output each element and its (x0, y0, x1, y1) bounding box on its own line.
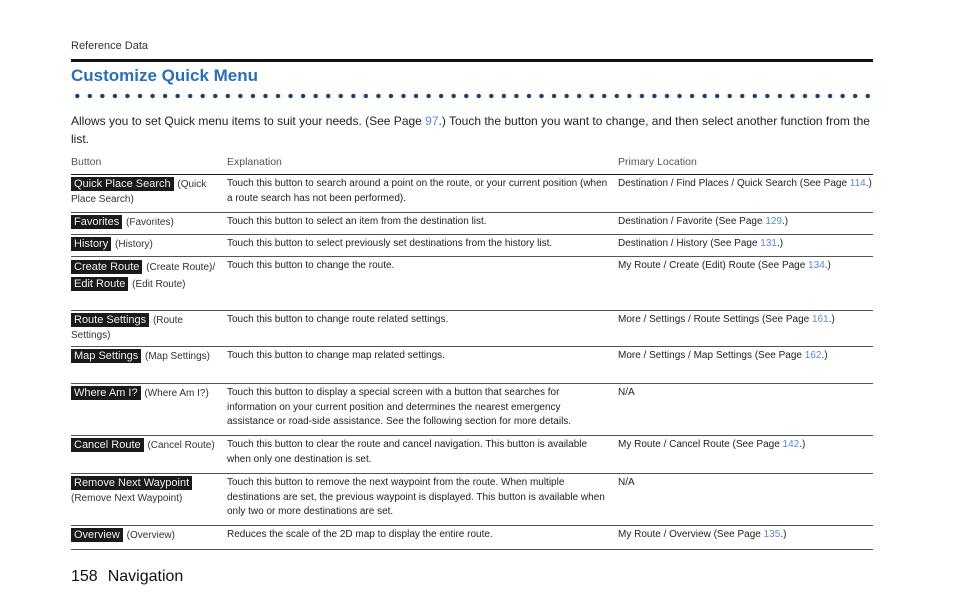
edit-route-button[interactable]: Edit Route (71, 277, 128, 291)
location-suffix: .) (821, 350, 828, 361)
map-settings-button[interactable]: Map Settings (71, 349, 141, 363)
button-cell (71, 311, 227, 346)
location-cell (618, 311, 873, 346)
table-row (71, 474, 873, 526)
location-page-link[interactable]: 161 (812, 314, 829, 325)
location-page-link[interactable]: 162 (804, 350, 822, 361)
location-text: More / Settings / Map Settings (See Page (618, 350, 805, 361)
create-route-button[interactable]: Create Route (71, 260, 142, 274)
page-footer (71, 568, 183, 586)
location-text: My Route / Create (Edit) Route (See Page (618, 260, 809, 271)
overview-button[interactable]: Overview (71, 528, 123, 542)
explanation-cell: Reduces the scale of the 2D map to display the entire route. (227, 529, 493, 540)
favorites-button[interactable]: Favorites (71, 215, 122, 229)
location-cell (618, 213, 873, 234)
location-cell (618, 347, 873, 383)
button-label: (Favorites) (126, 217, 174, 228)
location-page-link[interactable]: 131 (760, 238, 777, 249)
location-page-link[interactable]: 135 (763, 529, 781, 540)
history-button[interactable]: History (71, 237, 111, 251)
location-text: Destination / History (See Page (618, 238, 761, 249)
location-suffix: .) (828, 314, 835, 325)
where-am-i-button[interactable]: Where Am I? (71, 386, 141, 400)
location-cell: N/A (618, 477, 635, 488)
button-cell (71, 474, 227, 525)
button-label: (Where Am I?) (144, 388, 209, 399)
explanation-cell: Touch this button to search around a point on the route, or your current position (when a route search has not been performed). (227, 178, 608, 204)
table-row (71, 175, 873, 213)
button-cell (71, 384, 227, 435)
location-cell (618, 175, 873, 212)
button-cell (71, 526, 227, 549)
button-cell (71, 175, 227, 212)
explanation-cell: Touch this button to remove the next waypoint from the route. When multiple destinations are set, the previous waypoint is displayed. This button is available when only two or more destinations are set. (227, 477, 605, 517)
footer-section: Navigation (107, 568, 184, 585)
location-page-link[interactable]: 134 (808, 260, 825, 271)
explanation-cell: Touch this button to select previously set destinations from the history list. (227, 238, 553, 249)
button-label: (Quick Place Search) (71, 179, 207, 205)
header-rule (71, 59, 873, 62)
explanation-cell: Touch this button to change the route. (227, 260, 395, 271)
button-cell (71, 347, 227, 383)
location-suffix: .) (799, 439, 806, 450)
page-number: 158 (71, 568, 98, 585)
location-suffix: .) (865, 178, 872, 189)
button-label: (Cancel Route) (147, 440, 215, 451)
location-text: More / Settings / Route Settings (See Page (618, 314, 812, 325)
route-settings-button[interactable]: Route Settings (71, 313, 149, 327)
header-primary-location: Primary Location (618, 156, 697, 168)
intro-text-before: Allows you to set Quick menu items to suit your needs. (See Page (71, 114, 426, 128)
intro-page-link[interactable]: 97 (425, 114, 439, 128)
table-header (71, 155, 873, 175)
quick-menu-table (71, 155, 873, 550)
button-label: (Overview) (126, 530, 175, 541)
running-header: Reference Data (71, 40, 149, 52)
button-cell (71, 257, 227, 310)
quick-place-search-button[interactable]: Quick Place Search (71, 177, 174, 191)
explanation-cell: Touch this button to display a special screen with a button that searches for information on your current position and determines the nearest emergency assistance or road-side assistance. See the following section for more details. (227, 387, 572, 427)
table-row (71, 311, 873, 347)
remove-next-waypoint-button[interactable]: Remove Next Waypoint (71, 476, 192, 490)
location-cell (618, 235, 873, 256)
location-text: Destination / Find Places / Quick Search (See Page (618, 178, 850, 189)
location-cell: N/A (618, 387, 635, 398)
explanation-cell: Touch this button to change route related settings. (227, 314, 449, 325)
table-row (71, 384, 873, 436)
button-cell (71, 235, 227, 256)
location-text: My Route / Cancel Route (See Page (618, 439, 783, 450)
explanation-cell: Touch this button to select an item from the destination list. (227, 216, 487, 227)
cancel-route-button[interactable]: Cancel Route (71, 438, 144, 452)
header-explanation: Explanation (227, 156, 282, 168)
button-label: (Remove Next Waypoint) (71, 492, 183, 504)
location-cell (618, 257, 873, 310)
explanation-cell: Touch this button to clear the route and cancel navigation. This button is available when only one destination is set. (227, 439, 588, 465)
location-suffix: .) (780, 529, 787, 540)
table-row (71, 235, 873, 257)
button-label: (Route Settings) (71, 315, 183, 341)
button-label-2: (Edit Route) (132, 279, 186, 290)
location-suffix: .) (782, 216, 789, 227)
page-title: Customize Quick Menu (71, 66, 259, 85)
explanation-cell: Touch this button to change map related settings. (227, 350, 445, 361)
location-page-link[interactable]: 142 (782, 439, 800, 450)
location-cell (618, 526, 873, 549)
header-button: Button (71, 156, 102, 168)
location-text: My Route / Overview (See Page (618, 529, 764, 540)
intro-text-after: .) Touch the button you want to change, and then select another function from the list. (71, 114, 870, 146)
location-page-link[interactable]: 114 (849, 178, 866, 189)
button-label: (Create Route)/ (146, 262, 216, 273)
intro-paragraph (71, 112, 873, 148)
table-row (71, 436, 873, 474)
table-row (71, 257, 873, 311)
location-cell (618, 436, 873, 473)
button-label: (History) (115, 239, 153, 250)
button-cell (71, 213, 227, 234)
table-row (71, 526, 873, 550)
location-page-link[interactable]: 129 (765, 216, 782, 227)
location-suffix: .) (824, 260, 831, 271)
location-text: Destination / Favorite (See Page (618, 216, 766, 227)
button-cell (71, 436, 227, 473)
location-suffix: .) (776, 238, 784, 249)
button-label: (Map Settings) (144, 351, 211, 362)
dotted-divider (71, 93, 873, 99)
table-row (71, 347, 873, 384)
table-row (71, 213, 873, 235)
